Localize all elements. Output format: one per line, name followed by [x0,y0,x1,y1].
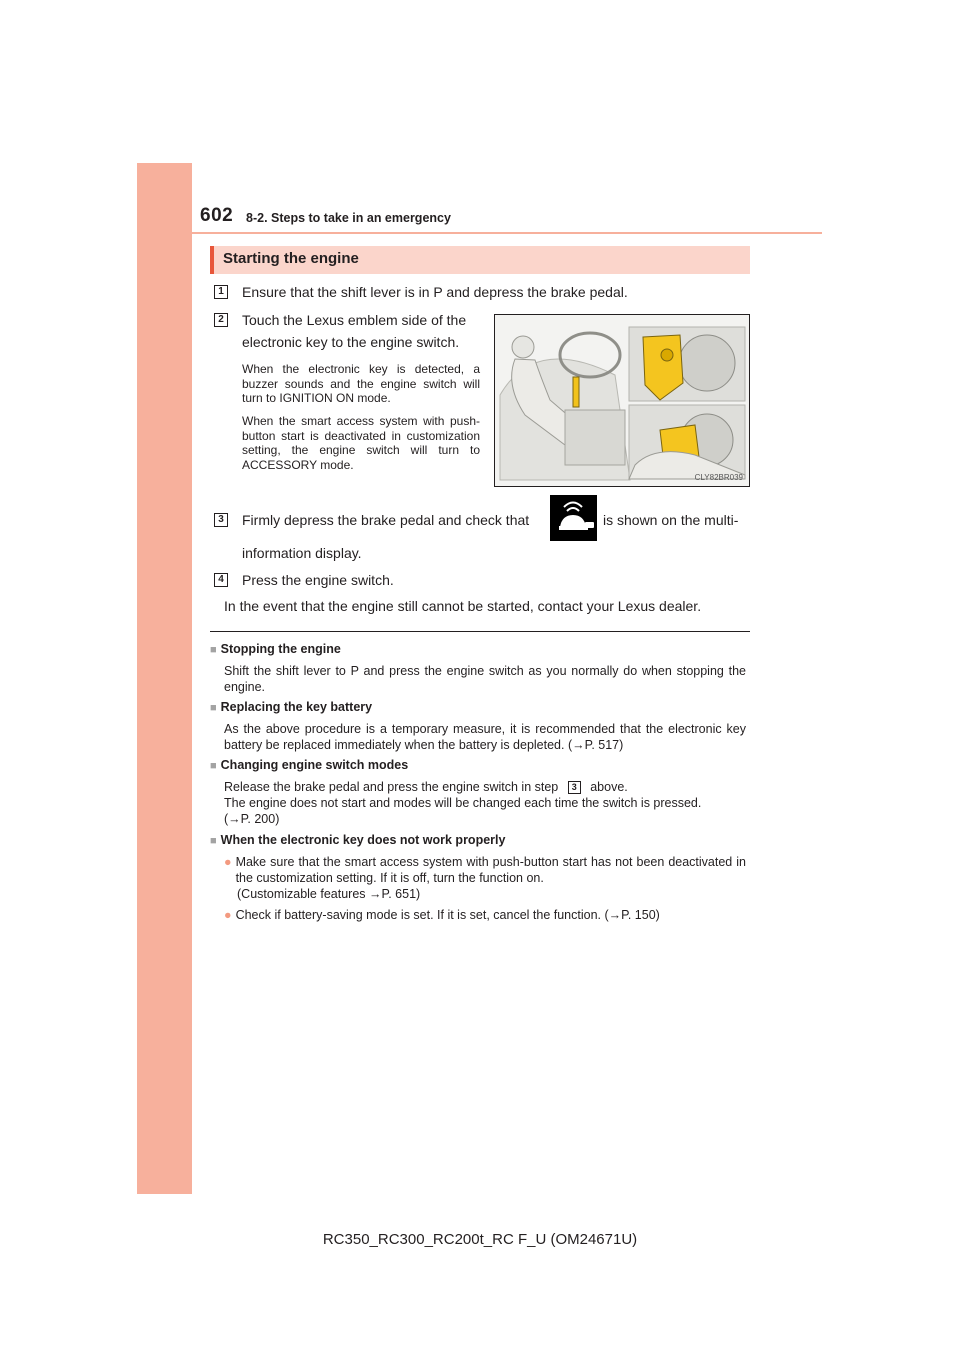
square-bullet-icon: ■ [210,760,217,772]
note-changing-modes-line2: The engine does not start and modes will be changed each time the switch is pressed. [224,796,702,810]
note-stopping-engine-title [210,642,341,656]
heading-bar [210,246,750,274]
header-rule [192,232,822,234]
square-bullet-icon: ■ [210,835,217,847]
note-title: When the electronic key does not work properly [220,833,506,847]
step-2-note-1: When the electronic key is detected, a buzzer sounds and the engine switch will turn to IGNITION ON mode. [242,362,480,405]
note-replacing-battery-body: As the above procedure is a temporary measure, it is recommended that the electronic key battery be replaced immediately when the battery is depleted. (→P. 517) [224,722,746,752]
section-title: 8-2. Steps to take in an emergency [246,211,451,225]
figure-code: CLY82BR039 [694,473,743,482]
key-detected-svg [550,495,597,541]
step-4-text: Press the engine switch. [242,572,394,588]
step-1-badge: 1 [214,285,228,299]
note-replacing-battery-title [210,700,372,714]
bullet-text: Make sure that the smart access system with push-button start has not been deactivated in the customization setting. If it is off, turn the function on. [235,855,746,885]
square-bullet-icon: ■ [210,644,217,656]
illustration-svg [495,315,750,487]
step-2-line1: Touch the Lexus emblem side of the [242,312,467,328]
note-title: Changing engine switch modes [220,758,409,772]
footer-model-code: RC350_RC300_RC200t_RC F_U (OM24671U) [322,1231,638,1248]
note-key-bullet-2 [224,907,746,923]
key-detected-icon [550,495,597,541]
step-3-text-line2: information display. [242,545,362,561]
note-changing-modes-line1 [224,779,746,795]
note-title: Replacing the key battery [220,700,373,714]
round-bullet-icon: ● [224,908,232,922]
page-number: 602 [200,205,234,226]
note-changing-modes-title [210,758,408,772]
heading-accent [210,246,214,274]
note-changing-modes-line3: (→P. 200) [224,812,280,826]
step-4-badge: 4 [214,573,228,587]
notes-divider [210,631,750,632]
round-bullet-icon: ● [224,855,232,869]
note-key-bullet-1 [224,854,746,886]
engine-switch-illustration [494,314,750,487]
step-3-badge: 3 [214,513,228,527]
heading-title: Starting the engine [223,250,359,267]
note-key-not-working-title [210,833,505,847]
note-text: Release the brake pedal and press the engine switch in step [224,780,559,794]
closing-text: In the event that the engine still cannot be started, contact your Lexus dealer. [224,598,702,614]
bullet-text: Check if battery-saving mode is set. If it is set, cancel the function. (→P. 150) [235,908,660,922]
note-key-bullet-1-ref: (Customizable features →P. 651) [237,887,421,901]
step-2-line2: electronic key to the engine switch. [242,334,460,350]
step-1-text: Ensure that the shift lever is in P and depress the brake pedal. [242,284,628,300]
note-title: Stopping the engine [220,642,341,656]
step-2-badge: 2 [214,313,228,327]
step-2-note-2: When the smart access system with push-button start is deactivated in customization setting, the engine switch will turn to ACCESSORY mode. [242,414,480,472]
note-stopping-engine-body: Shift the shift lever to P and press the engine switch as you normally do when stopping the engine. [224,664,746,694]
note-text: above. [590,780,628,794]
square-bullet-icon: ■ [210,702,217,714]
step-3-reference-badge: 3 [568,781,581,794]
step-3-text-after: is shown on the multi- [603,512,739,528]
step-3-text-before: Firmly depress the brake pedal and check that [242,512,530,528]
chapter-sidebar [137,163,192,1194]
